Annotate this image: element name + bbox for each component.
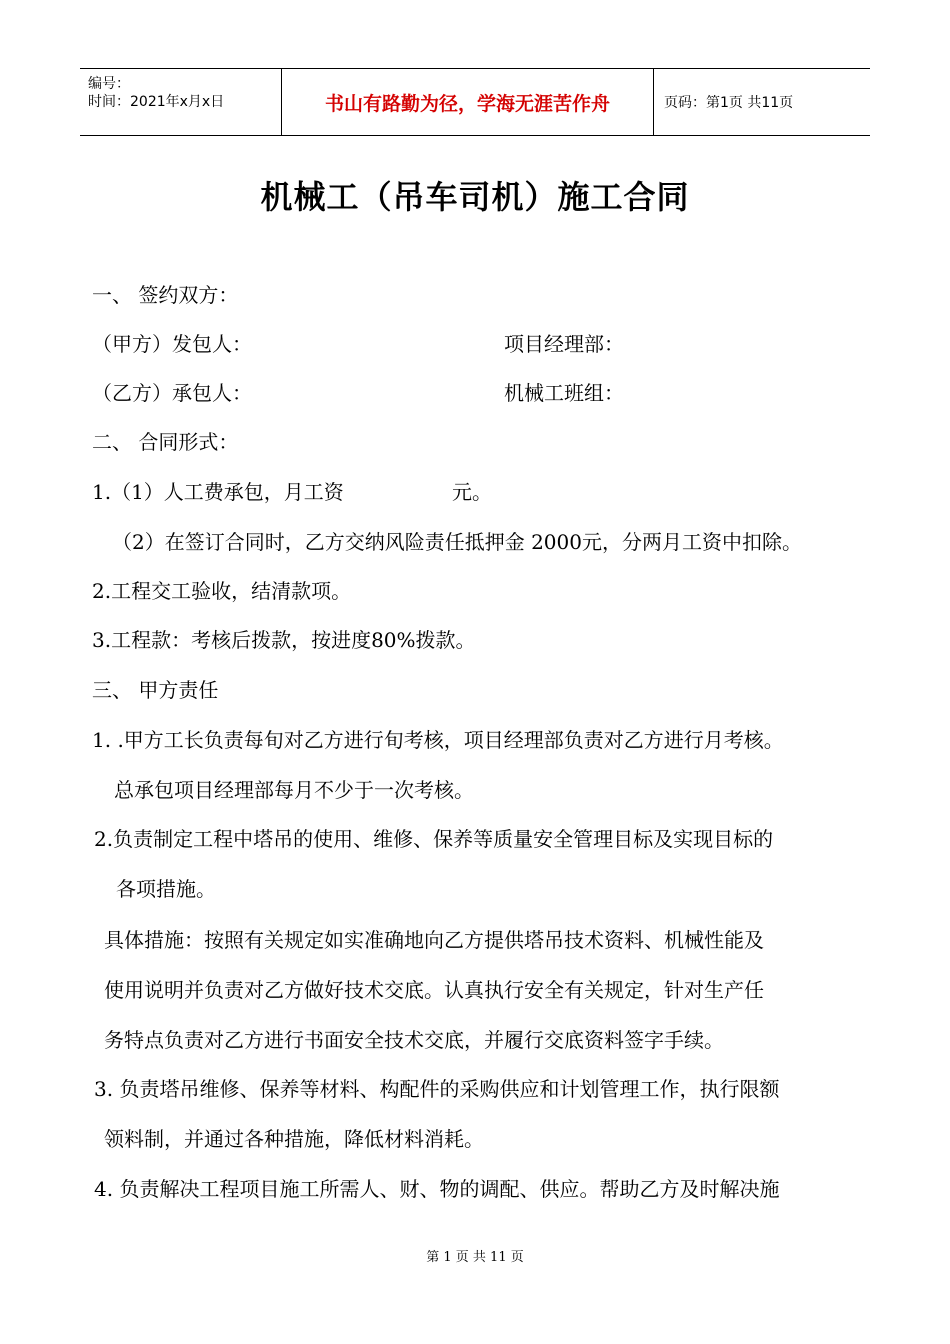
clause-text: 1. .甲方工长负责每旬对乙方进行旬考核，项目经理部负责对乙方进行月考核。: [92, 728, 784, 752]
section-heading-parties: 一、 签约双方：: [92, 283, 239, 307]
clause-text: 1.（1）人工费承包，月工资: [92, 480, 344, 504]
clause-text: 领料制，并通过各种措施，降低材料消耗。: [104, 1127, 484, 1151]
clause-text: 具体措施：按照有关规定如实准确地向乙方提供塔吊技术资料、机械性能及: [104, 928, 764, 952]
clause-text: 总承包项目经理部每月不少于一次考核。: [114, 778, 474, 802]
party-b-label: （乙方）承包人：: [92, 381, 252, 405]
document-number-label: 编号：: [88, 76, 130, 92]
header-motto: 书山有路勤为径，学海无涯苦作舟: [324, 92, 610, 115]
clause-text: （2）在签订合同时，乙方交纳风险责任抵押金 2000元，分两月工资中扣除。: [112, 530, 802, 554]
clause-text: 3.工程款：考核后拨款，按进度80%拨款。: [92, 628, 476, 652]
clause-text: 2.工程交工验收，结清款项。: [92, 579, 352, 603]
clause-text: 2.负责制定工程中塔吊的使用、维修、保养等质量安全管理目标及实现目标的: [94, 827, 774, 851]
header-meta-cell: [80, 69, 282, 135]
clause-text: 各项措施。: [116, 877, 216, 901]
clause-text: 务特点负责对乙方进行书面安全技术交底，并履行交底资料签字手续。: [104, 1028, 724, 1052]
clause-text: 使用说明并负责对乙方做好技术交底。认真执行安全有关规定，针对生产任: [104, 978, 764, 1002]
document-date: 时间：2021年x月x日: [88, 94, 225, 110]
section-heading-party-a: 三、 甲方责任: [92, 678, 219, 702]
header-page-cell: [654, 69, 870, 135]
section-heading-form: 二、 合同形式：: [92, 430, 239, 454]
header-motto-cell: [282, 69, 654, 135]
page-footer: 第 1 页 共 11 页: [426, 1250, 524, 1265]
clause-text: 3. 负责塔吊维修、保养等材料、构配件的采购供应和计划管理工作，执行限额: [94, 1077, 780, 1101]
party-a-label: （甲方）发包人：: [92, 332, 252, 356]
machinery-team-label: 机械工班组：: [504, 381, 624, 405]
page-header: [80, 68, 870, 136]
document-title: 机械工（吊车司机）施工合同: [260, 178, 690, 216]
clause-text: 元。: [452, 480, 492, 504]
header-page-code: 页码：第1页 共11页: [664, 95, 794, 111]
project-dept-label: 项目经理部：: [504, 332, 624, 356]
clause-text: 4. 负责解决工程项目施工所需人、财、物的调配、供应。帮助乙方及时解决施: [94, 1177, 780, 1201]
